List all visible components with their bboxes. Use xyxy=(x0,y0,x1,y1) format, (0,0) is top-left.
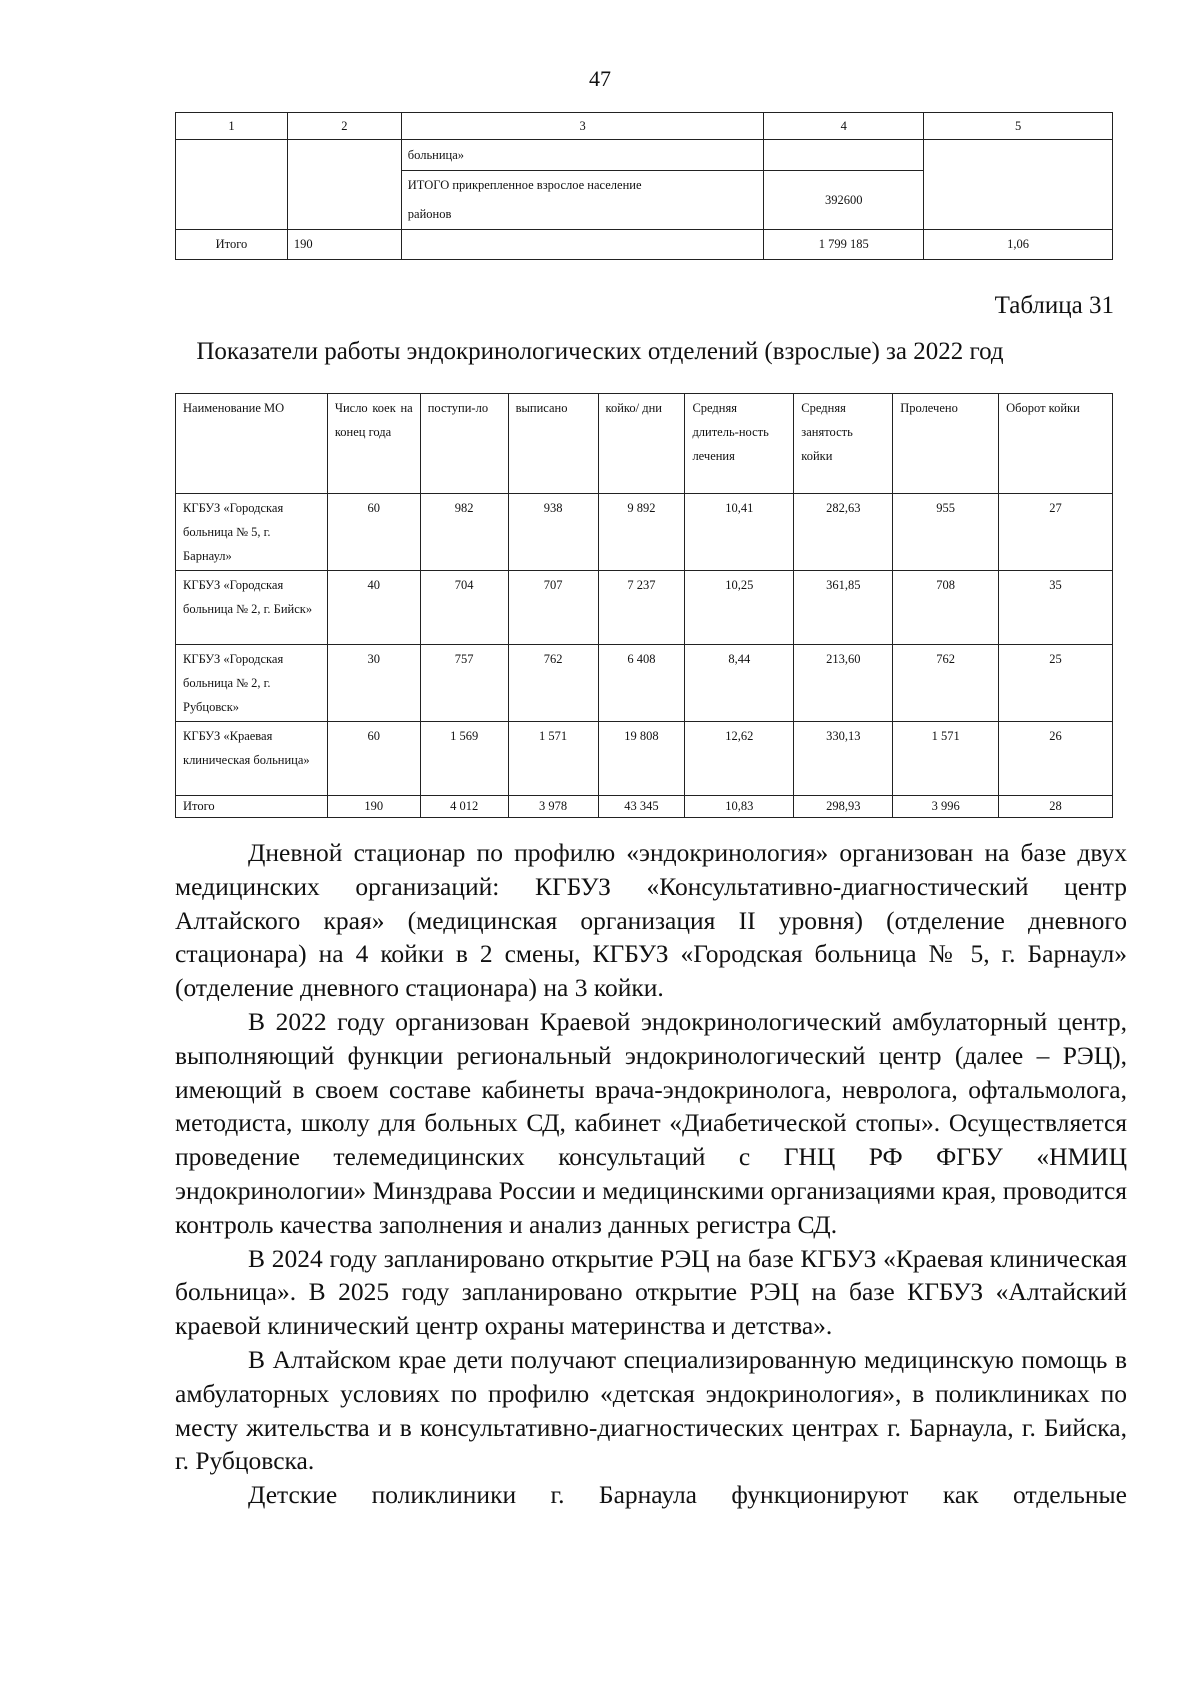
table-cell: 707 xyxy=(508,571,598,645)
table-cell: 982 xyxy=(420,494,508,571)
table-cell: 4 012 xyxy=(420,796,508,818)
table-cell: 30 xyxy=(327,645,420,722)
table-cell: 1 571 xyxy=(893,722,999,796)
page-number: 47 xyxy=(589,66,611,91)
mo-name-cell: КГБУЗ «Краевая клиническая больница» xyxy=(176,722,328,796)
header-cell: 3 xyxy=(401,113,764,140)
table-cell: 1 799 185 xyxy=(764,230,924,260)
table-cell: 190 xyxy=(327,796,420,818)
table-cell: 8,44 xyxy=(685,645,794,722)
table-row xyxy=(176,722,1113,796)
table-cell: 60 xyxy=(327,494,420,571)
table-cell: 762 xyxy=(893,645,999,722)
cell-line: районов xyxy=(407,207,452,221)
table-cell: 35 xyxy=(999,571,1113,645)
table-cell: Итого xyxy=(176,796,328,818)
table-cell: 213,60 xyxy=(794,645,893,722)
header-cell: Пролечено xyxy=(893,394,999,494)
header-cell: Оборот койки xyxy=(999,394,1113,494)
table-row xyxy=(176,494,1113,571)
header-cell: Средняя занятость койки xyxy=(794,394,893,494)
table-cell xyxy=(764,140,924,171)
paragraph: В Алтайском крае дети получают специализированную медицинскую помощь в амбулаторных условиях по профилю «детская эндокринология», в поликлиниках по месту жительства и в консультативно-диагностических центрах г. Барнаула, г. Бийска, г. Рубцовска. xyxy=(175,1344,1127,1476)
table-cell: 12,62 xyxy=(685,722,794,796)
table-cell: 7 237 xyxy=(598,571,685,645)
mo-name-cell: КГБУЗ «Городская больница № 2, г. Бийск» xyxy=(176,571,328,645)
header-cell: Число коек на конец года xyxy=(327,394,420,494)
table-cell: 28 xyxy=(999,796,1113,818)
table-cell: 6 408 xyxy=(598,645,685,722)
table-cell: 190 xyxy=(287,230,401,260)
cell-line: ИТОГО прикрепленное взрослое население xyxy=(407,178,642,192)
table-cell xyxy=(924,140,1113,230)
table-cell: 1,06 xyxy=(924,230,1113,260)
table-cell: 10,83 xyxy=(685,796,794,818)
total-row xyxy=(176,230,1113,260)
table-cell: 19 808 xyxy=(598,722,685,796)
header-cell: поступи-ло xyxy=(420,394,508,494)
table-cell: 361,85 xyxy=(794,571,893,645)
table-row xyxy=(176,645,1113,722)
table-cell: 10,41 xyxy=(685,494,794,571)
header-cell: 1 xyxy=(176,113,288,140)
header-cell: выписано xyxy=(508,394,598,494)
table-cell: 43 345 xyxy=(598,796,685,818)
total-row xyxy=(176,796,1113,818)
table-cell xyxy=(401,230,764,260)
endocrinology-departments-table xyxy=(175,393,1113,818)
table-cell: 10,25 xyxy=(685,571,794,645)
mo-name-cell: КГБУЗ «Городская больница № 5, г. Барнаул» xyxy=(176,494,328,571)
header-cell: 2 xyxy=(287,113,401,140)
table-cell: 704 xyxy=(420,571,508,645)
body-text xyxy=(175,836,1127,1512)
table-cell: 282,63 xyxy=(794,494,893,571)
continuation-table xyxy=(175,112,1113,260)
table-cell: 708 xyxy=(893,571,999,645)
table-cell: 955 xyxy=(893,494,999,571)
table-cell: 392600 xyxy=(764,171,924,230)
paragraph: В 2024 году запланировано открытие РЭЦ на базе КГБУЗ «Краевая клиническая больница». В 2025 году запланировано открытие РЭЦ на базе КГБУЗ «Алтайский краевой клинический центр охраны материнства и детства». xyxy=(175,1243,1127,1341)
table-cell: 3 978 xyxy=(508,796,598,818)
header-cell: 5 xyxy=(924,113,1113,140)
table-cell xyxy=(287,140,401,230)
table-cell: Итого xyxy=(176,230,288,260)
table-cell: 938 xyxy=(508,494,598,571)
table-cell: больница» xyxy=(401,140,764,171)
table-header-row xyxy=(176,394,1113,494)
table-cell: 26 xyxy=(999,722,1113,796)
mo-name-cell: КГБУЗ «Городская больница № 2, г. Рубцовск» xyxy=(176,645,328,722)
table-row xyxy=(176,140,1113,171)
table-cell: 330,13 xyxy=(794,722,893,796)
table-cell: 3 996 xyxy=(893,796,999,818)
table-title: Показатели работы эндокринологических отделений (взрослые) за 2022 год xyxy=(196,338,1004,365)
table-row xyxy=(176,571,1113,645)
table-cell: 1 571 xyxy=(508,722,598,796)
table-cell: 25 xyxy=(999,645,1113,722)
table-cell: 9 892 xyxy=(598,494,685,571)
table-caption: Таблица 31 xyxy=(994,292,1114,319)
table-cell: 762 xyxy=(508,645,598,722)
paragraph: Дневной стационар по профилю «эндокринология» организован на базе двух медицинских организаций: КГБУЗ «Консультативно-диагностический центр Алтайского края» (медицинская организация II уровня) (отделение дневного стационара) на 4 койки в 2 смены, КГБУЗ «Городская больница № 5, г. Барнаул» (отделение дневного стационара) на 3 койки. xyxy=(175,838,1127,1003)
table-cell: 757 xyxy=(420,645,508,722)
table-cell xyxy=(401,171,764,230)
paragraph: Детские поликлиники г. Барнаула функционируют как отдельные xyxy=(248,1480,1127,1510)
header-cell: койко/ дни xyxy=(598,394,685,494)
continuation-table-header xyxy=(176,113,1113,140)
table-cell: 60 xyxy=(327,722,420,796)
table-cell: 298,93 xyxy=(794,796,893,818)
header-cell: Средняя длитель-ность лечения xyxy=(685,394,794,494)
paragraph: В 2022 году организован Краевой эндокринологический амбулаторный центр, выполняющий функции региональный эндокринологический центр (далее – РЭЦ), имеющий в своем составе кабинеты врача-эндокринолога, невролога, офтальмолога, методиста, школу для больных СД, кабинет «Диабетической стопы». Осуществляется проведение телемедицинских консультаций с ГНЦ РФ ФГБУ «НМИЦ эндокринологии» Минздрава России и медицинскими организациями края, проводится контроль качества заполнения и анализ данных регистра СД. xyxy=(175,1006,1127,1239)
table-cell: 27 xyxy=(999,494,1113,571)
header-cell: Наименование МО xyxy=(176,394,328,494)
header-cell: 4 xyxy=(764,113,924,140)
table-cell xyxy=(176,140,288,230)
table-cell: 1 569 xyxy=(420,722,508,796)
table-cell: 40 xyxy=(327,571,420,645)
